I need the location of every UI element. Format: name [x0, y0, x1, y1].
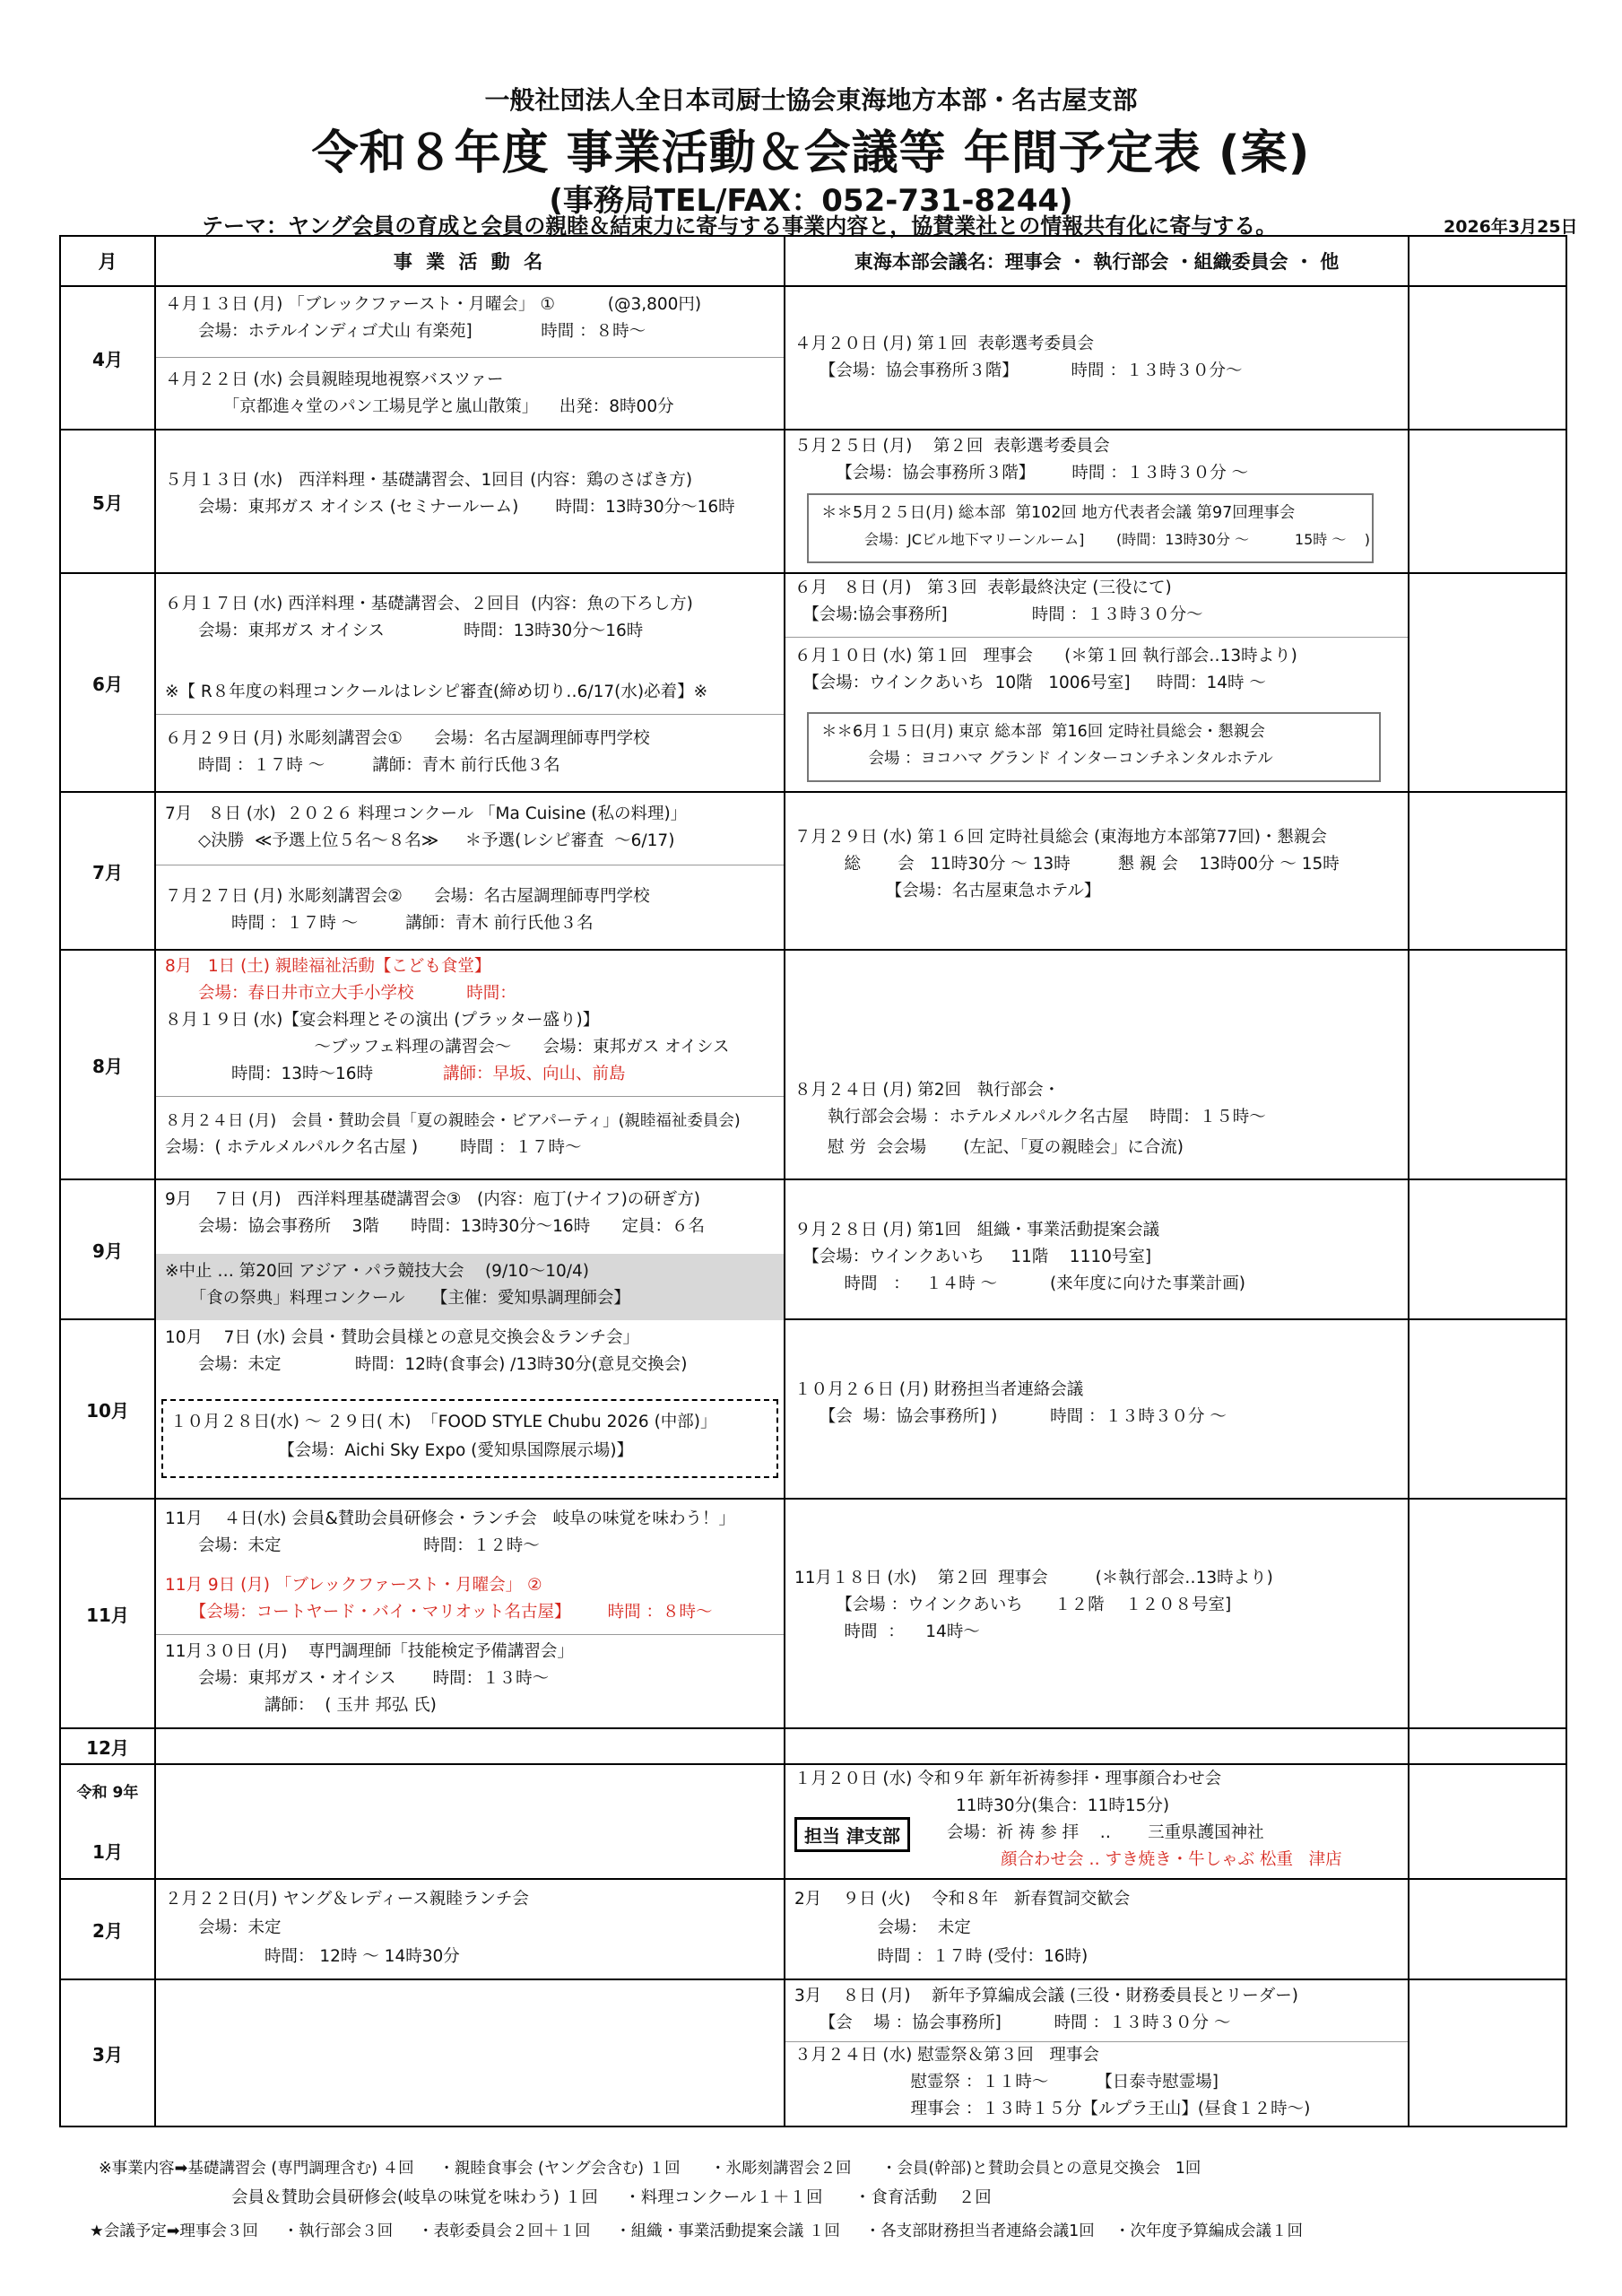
- month-label: 11月: [60, 1499, 155, 1728]
- row-july: [60, 792, 1566, 950]
- footer-meeting-summary: ★会議予定➡理事会３回 ・執行部会３回 ・表彰委員会２回＋１回 ・組織・事業活動提案会議 １回 ・各支部財務担当者連絡会議1回 ・次年度予算編成会議１回: [90, 2222, 1304, 2240]
- activities-cell: [155, 1979, 785, 2126]
- list-item: 会場：協会事務所 3階 時間：13時30分～16時 定員：６名: [165, 1217, 705, 1236]
- meetings-cell: [785, 1499, 1409, 1728]
- list-item: 【会場：名古屋東急ホテル】: [794, 882, 1101, 900]
- list-item: 会場：東邦ガス オイシス 時間：13時30分～16時: [165, 622, 644, 640]
- list-item: 時間 ：１７時 (受付：16時): [794, 1947, 1089, 1966]
- row-february: [60, 1879, 1566, 1979]
- row-march: [60, 1979, 1566, 2126]
- list-item: ２月２２日(月) ヤング＆レディース親睦ランチ会: [165, 1890, 529, 1909]
- list-item: ７月２９日 (水) 第１６回 定時社員総会 (東海地方本部第77回)・懇親会: [794, 828, 1327, 847]
- list-item: 時間 ：１７時 ～ 講師：青木 前行氏他３名: [165, 756, 560, 775]
- meetings-cell: [785, 1979, 1409, 2126]
- list-item: 会場：東邦ガス・オイシス 時間：１３時～: [165, 1669, 550, 1688]
- responsible-branch-label: 担当 津支部: [794, 1817, 910, 1852]
- row-november: [60, 1499, 1566, 1728]
- row-january: [60, 1764, 1566, 1879]
- list-item: 会場：( ホテルメルパルク名古屋 ) 時間 ：１７時～: [165, 1138, 582, 1157]
- activities-cell: [155, 950, 785, 1179]
- list-item: 11月 9日 (月) 「ブレックファースト・月曜会」 ②: [165, 1576, 542, 1595]
- row-june: [60, 573, 1566, 792]
- list-item: 慰霊祭 ：１１時～ 【日泰寺慰霊場]: [794, 2073, 1219, 2092]
- meetings-cell: [785, 1728, 1409, 1764]
- era-year-label: 令和 9年: [76, 1784, 139, 1802]
- list-item: 【会場:協会事務所] 時間 ：１３時３０分～: [794, 605, 1203, 624]
- list-item: 10月 7日 (水) 会員・賛助会員様との意見交換会＆ランチ会」: [165, 1328, 640, 1347]
- list-item: 会場：ホテルインディゴ犬山 有楽苑] 時間 ：８時～: [165, 322, 646, 341]
- footer-activity-summary: ※事業内容➡基礎講習会 (専門調理含む) ４回 ・親睦食事会 (ヤング会含む) １回 ・氷彫刻講習会２回 ・会員(幹部)と賛助会員との意見交換会 1回: [99, 2160, 1201, 2178]
- page-title: 令和８年度 事業活動＆会議等 年間予定表 (案): [311, 126, 1311, 180]
- list-item: 時間 ： 14時～: [794, 1622, 980, 1641]
- meetings-cell: [785, 430, 1409, 573]
- row-august: [60, 950, 1566, 1179]
- list-item: 【会 場 ：協会事務所] 時間 ：１３時３０分 ～: [794, 2013, 1231, 2032]
- list-item: ６月 ８日 (月) 第３回 表彰最終決定 (三役にて): [794, 578, 1172, 597]
- activities-cell: [155, 573, 785, 792]
- list-item: 「京都進々堂のパン工場見学と嵐山散策」 出発：8時00分: [165, 397, 674, 416]
- list-item: 9月 ７日 (月) 西洋料理基礎講習会③ (内容：庖丁(ナイフ)の研ぎ方): [165, 1190, 700, 1209]
- blank-cell: [1409, 286, 1566, 430]
- row-divider: [156, 357, 784, 358]
- list-item: ６月１０日 (水) 第１回 理事会 (＊第１回 執行部会‥13時より): [794, 647, 1297, 665]
- list-item: 時間： 12時 ～ 14時30分: [165, 1947, 460, 1966]
- row-divider: [785, 2041, 1408, 2042]
- list-item: 【会場：ウインクあいち 10階 1006号室] 時間：14時 ～: [794, 674, 1266, 692]
- blank-cell: [1409, 430, 1566, 573]
- list-item: １０月２８日(水) ～ ２９日( 木) 「FOOD STYLE Chubu 2026 (中部)」: [170, 1413, 717, 1431]
- list-item: ６月１７日 (水) 西洋料理・基礎講習会、２回目 (内容：魚の下ろし方): [165, 595, 693, 613]
- list-item: 時間 ： １４時 ～ (来年度に向けた事業計画): [794, 1274, 1245, 1293]
- list-item: 8月 1日 (土) 親睦福祉活動【こども食堂】: [165, 957, 491, 976]
- blank-cell: [1409, 1319, 1566, 1499]
- list-item: 【会場：協会事務所３階】 時間 ：１３時３０分 ～: [794, 464, 1249, 483]
- month-label: 12月: [60, 1728, 155, 1764]
- list-item: 会場：東邦ガス オイシス (セミナールーム) 時間：13時30分～16時: [165, 498, 735, 517]
- list-item: ４月１３日 (月) 「ブレックファースト・月曜会」 ① (@3,800円): [165, 295, 702, 314]
- activities-cell: [155, 1179, 785, 1319]
- activities-cell: [155, 1764, 785, 1879]
- footer-activity-summary-2: 会員＆賛助会員研修会(岐阜の味覚を味わう) １回 ・料理コンクール１＋１回 ・食育活動 ２回: [231, 2188, 992, 2207]
- list-item: 【会 場：協会事務所] ) 時間 ：１３時３０分 ～: [794, 1407, 1227, 1426]
- list-item: ＊＊6月１５日(月) 東京 総本部 第16回 定時社員総会・懇親会: [821, 723, 1265, 741]
- blank-cell: [1409, 1179, 1566, 1319]
- blank-cell: [1409, 573, 1566, 792]
- list-item: 11月１８日 (水) 第２回 理事会 (＊執行部会‥13時より): [794, 1569, 1273, 1587]
- meetings-cell: [785, 1764, 1409, 1879]
- list-item: 11時30分(集合：11時15分): [956, 1796, 1170, 1815]
- meetings-cell: [785, 792, 1409, 950]
- month-number: 1月: [92, 1841, 123, 1863]
- list-item: 時間 ：１７時 ～ 講師：青木 前行氏他３名: [165, 914, 594, 933]
- blank-cell: [1409, 1728, 1566, 1764]
- list-item: ～ブッフェ料理の講習会～ 会場：東邦ガス オイシス: [165, 1038, 730, 1057]
- list-item: 「食の祭典」料理コンクール 【主催：愛知県調理師会】: [165, 1289, 630, 1308]
- month-label: 7月: [60, 792, 155, 950]
- month-label: 10月: [60, 1319, 155, 1499]
- activities-cell: [155, 430, 785, 573]
- document-date: 2026年3月25日: [1444, 217, 1578, 237]
- month-label: [60, 1764, 155, 1879]
- month-label: 5月: [60, 430, 155, 573]
- row-december: [60, 1728, 1566, 1764]
- list-item: １月２０日 (水) 令和９年 新年祈祷参拝・理事顔合わせ会: [794, 1770, 1222, 1788]
- month-label: 9月: [60, 1179, 155, 1319]
- list-item: ※【 R８年度の料理コンクールはレシピ審査(締め切り‥6/17(水)必着】※: [165, 683, 708, 701]
- activities-cell: [155, 1319, 785, 1499]
- list-item: 総 会 11時30分 ～ 13時 懇 親 会 13時00分 ～ 15時: [794, 855, 1340, 874]
- blank-cell: [1409, 1979, 1566, 2126]
- list-item: 会場：未定 時間：12時(食事会) /13時30分(意見交換会): [165, 1355, 688, 1374]
- month-label: 3月: [60, 1979, 155, 2126]
- list-item: 【会場：コートヤード・バイ・マリオット名古屋】 時間 ：８時～: [165, 1603, 713, 1622]
- list-item: 執行部会会場 ：ホテルメルパルク名古屋 時間：１５時～: [794, 1108, 1266, 1126]
- list-item: ◇決勝 ≪予選上位５名～８名≫ ＊予選(レシピ審査 ～6/17): [165, 831, 675, 850]
- schedule-table: [59, 235, 1567, 2127]
- row-october: [60, 1319, 1566, 1499]
- list-item: ＊＊5月２５日(月) 総本部 第102回 地方代表者会議 第97回理事会: [821, 504, 1296, 522]
- activities-cell: [155, 286, 785, 430]
- list-item: 会場：JCビル地下マリーンルーム] (時間：13時30分 ～ 15時 ～ ): [821, 531, 1370, 548]
- list-item: 3月 ８日 (月) 新年予算編成会議 (三役・財務委員長とリーダー): [794, 1987, 1298, 2005]
- col-header-month: 月: [60, 236, 155, 286]
- row-april: [60, 286, 1566, 430]
- blank-cell: [1409, 1764, 1566, 1879]
- list-item: 会場：未定 時間：１２時～: [165, 1536, 540, 1555]
- row-september: [60, 1179, 1566, 1319]
- list-item: 会場： 未定: [794, 1918, 971, 1937]
- list-item: 会場：祈 祷 参 拝 ‥ 三重県護国神社: [947, 1823, 1264, 1842]
- meetings-cell: [785, 1319, 1409, 1499]
- list-item: 講師： ( 玉井 邦弘 氏): [165, 1696, 437, 1715]
- list-item: ５月１３日 (水) 西洋料理・基礎講習会、1回目 (内容：鶏のさばき方): [165, 471, 693, 490]
- activities-cell: [155, 1499, 785, 1728]
- month-label: 8月: [60, 950, 155, 1179]
- office-contact: (事務局TEL/FAX：052-731-8244): [549, 183, 1073, 219]
- list-item: 7月 ８日 (水) ２０２６ 料理コンクール 「Ma Cuisine (私の料理)」: [165, 804, 688, 823]
- col-header-blank: [1409, 236, 1566, 286]
- row-may: [60, 430, 1566, 573]
- list-item: ５月２５日 (月) 第２回 表彰選考委員会: [794, 437, 1110, 456]
- row-divider: [156, 714, 784, 715]
- list-item: ４月２０日 (月) 第１回 表彰選考委員会: [794, 335, 1094, 353]
- month-label: 2月: [60, 1879, 155, 1979]
- list-item: 【会場：ウインクあいち 11階 1110号室]: [794, 1248, 1152, 1266]
- list-item: ９月２８日 (月) 第1回 組織・事業活動提案会議: [794, 1221, 1160, 1239]
- list-item: 慰 労 会会場 (左記、「夏の親睦会」に合流): [794, 1138, 1184, 1157]
- list-item: 会場：未定: [165, 1918, 282, 1937]
- blank-cell: [1409, 1499, 1566, 1728]
- row-divider: [156, 1096, 784, 1097]
- list-item: 時間：13時～16時: [165, 1065, 374, 1083]
- activities-cell: [155, 1728, 785, 1764]
- list-item: ※中止 … 第20回 アジア・パラ競技大会 (9/10～10/4): [165, 1262, 589, 1281]
- list-item: 【会場：Aichi Sky Expo (愛知県国際展示場)】: [170, 1441, 634, 1460]
- list-item: ６月２９日 (月) 氷彫刻講習会① 会場：名古屋調理師専門学校: [165, 729, 650, 748]
- activities-cell: [155, 1879, 785, 1979]
- theme-statement: テーマ：ヤング会員の育成と会員の親睦＆結束力に寄与する事業内容と，協賛業社との情報共有化に寄与する。: [202, 213, 1278, 239]
- list-item: １０月２６日 (月) 財務担当者連絡会議: [794, 1380, 1084, 1399]
- list-item: 11月 ４日(水) 会員&賛助会員研修会・ランチ会 岐阜の味覚を味わう！」: [165, 1509, 735, 1528]
- list-item: ４月２２日 (水) 会員親睦現地視察バスツァー: [165, 370, 504, 389]
- list-item: 11月３０日 (月) 専門調理師「技能検定予備講習会」: [165, 1642, 574, 1661]
- meetings-cell: [785, 950, 1409, 1179]
- col-header-meetings: 東海本部会議名：理事会 ・ 執行部会 ・組織委員会 ・ 他: [785, 236, 1409, 286]
- month-label: 6月: [60, 573, 155, 792]
- list-item: 顔合わせ会 ‥ すき焼き・牛しゃぶ 松重 津店: [1001, 1850, 1342, 1869]
- list-item: 会場 ：ヨコハマ グランド インターコンチネンタルホテル: [821, 750, 1273, 768]
- list-item: 会場：春日井市立大手小学校 時間：: [165, 984, 516, 1003]
- list-item: ３月２４日 (水) 慰霊祭＆第３回 理事会: [794, 2046, 1099, 2065]
- row-divider: [156, 1634, 784, 1635]
- list-item: ８月２４日 (月) 会員・賛助会員「夏の親睦会・ビアパーティ」(親睦福祉委員会): [165, 1112, 741, 1130]
- list-item: 【会場：協会事務所３階】 時間 ：１３時３０分～: [794, 361, 1243, 380]
- col-header-activities: 事 業 活 動 名: [155, 236, 785, 286]
- table-header-row: [60, 236, 1566, 286]
- meetings-cell: [785, 286, 1409, 430]
- list-item: 【会場 ：ウインクあいち １２階 １２０８号室]: [794, 1596, 1232, 1614]
- meetings-cell: [785, 1879, 1409, 1979]
- activities-cell: [155, 792, 785, 950]
- lecturer-names: 講師：早坂、向山、前島: [443, 1065, 626, 1083]
- list-item: 2月 ９日 (火) 令和８年 新春賀詞交歓会: [794, 1890, 1131, 1909]
- list-item: ７月２７日 (月) 氷彫刻講習会② 会場：名古屋調理師専門学校: [165, 887, 650, 906]
- meetings-cell: [785, 573, 1409, 792]
- organization-name: 一般社団法人全日本司厨士協会東海地方本部・名古屋支部: [484, 85, 1138, 115]
- blank-cell: [1409, 950, 1566, 1179]
- row-divider: [785, 637, 1408, 638]
- meetings-cell: [785, 1179, 1409, 1319]
- list-item: ８月２４日 (月) 第2回 執行部会・: [794, 1081, 1061, 1100]
- list-item: ８月１９日 (水)【宴会料理とその演出 (プラッター盛り)】: [165, 1011, 600, 1030]
- blank-cell: [1409, 792, 1566, 950]
- month-label: 4月: [60, 286, 155, 430]
- list-item: 理事会 ：１３時１５分【ルプラ王山】(昼食１２時～): [794, 2100, 1311, 2118]
- blank-cell: [1409, 1879, 1566, 1979]
